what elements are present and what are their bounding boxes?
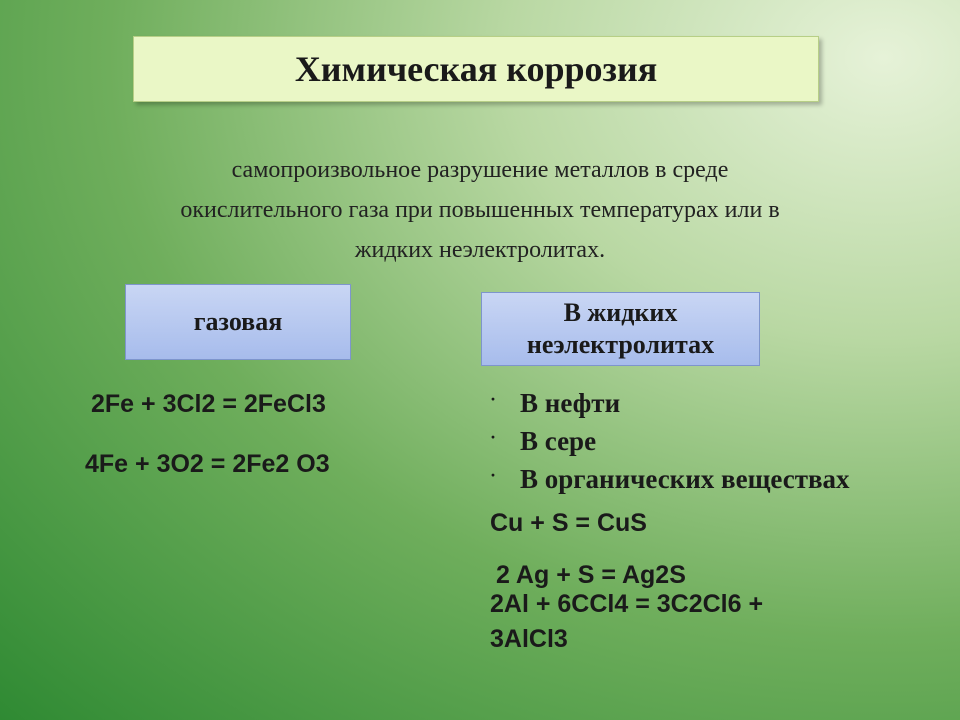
list-item-text: В нефти bbox=[520, 388, 621, 418]
bullet-icon: · bbox=[490, 427, 497, 447]
list-item bbox=[488, 460, 850, 498]
page-title: Химическая коррозия bbox=[294, 49, 658, 89]
list-item-text: В органических веществах bbox=[520, 464, 850, 494]
definition-line-1: самопроизвольное разрушение металлов в среде bbox=[231, 157, 729, 183]
gas-equation-1: 2Fe + 3Cl2 = 2FeCl3 bbox=[91, 390, 326, 418]
definition-line-2: окислительного газа при повышенных температурах или в bbox=[180, 197, 780, 223]
gas-equation-2: 4Fe + 3O2 = 2Fe2 O3 bbox=[85, 450, 330, 478]
title-box bbox=[133, 36, 819, 102]
liquid-corrosion-box bbox=[481, 292, 760, 366]
definition-text bbox=[80, 150, 880, 270]
list-item bbox=[488, 384, 850, 422]
list-item-text: В сере bbox=[520, 426, 597, 456]
liquid-media-list bbox=[488, 384, 850, 498]
bullet-icon: · bbox=[490, 465, 497, 485]
list-item bbox=[488, 422, 850, 460]
liquid-corrosion-label-line-1: В жидких bbox=[563, 298, 678, 327]
liquid-equation-cus: Cu + S = CuS bbox=[490, 509, 647, 537]
gas-corrosion-label: газовая bbox=[193, 307, 283, 336]
gas-corrosion-box bbox=[125, 284, 351, 360]
liquid-corrosion-label-line-2: неэлектролитах bbox=[526, 330, 715, 359]
liquid-equation-ag2s: 2 Ag + S = Ag2S bbox=[496, 561, 686, 589]
liquid-equation-alcl3-line-1: 2Al + 6CCl4 = 3C2Cl6 + bbox=[490, 590, 764, 618]
liquid-equation-alcl3-line-2: 3AlCl3 bbox=[490, 625, 568, 653]
bullet-icon: · bbox=[490, 389, 497, 409]
definition-line-3: жидких неэлектролитах. bbox=[354, 237, 606, 263]
